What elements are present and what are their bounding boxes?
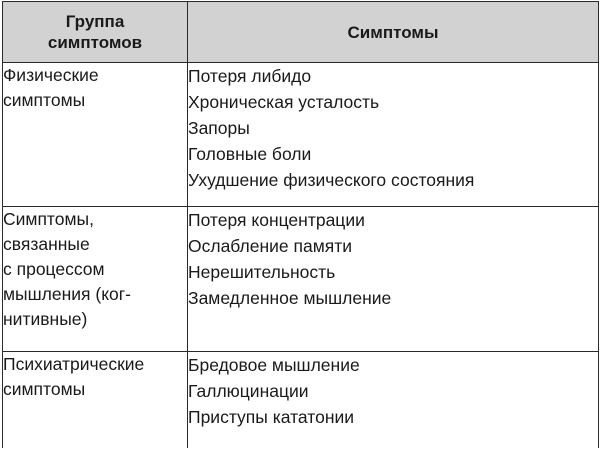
symptom-item: Галлюцинации: [188, 381, 309, 401]
group-line: Психиатрические: [3, 354, 145, 374]
group-line: связанные: [3, 234, 90, 254]
header-group: [3, 2, 188, 63]
symptom-item: Замедленное мышление: [188, 288, 392, 308]
symptom-item: Потеря либидо: [188, 66, 312, 86]
group-line: нитивные): [3, 309, 88, 329]
group-line: симптомы: [3, 379, 86, 399]
header-group-line-1: Группа: [65, 12, 125, 31]
table-header-row: [3, 2, 599, 63]
group-cell: [3, 63, 188, 207]
symptom-item: Головные боли: [188, 144, 312, 164]
symptom-list: [188, 63, 599, 207]
symptom-item: Хроническая усталость: [188, 92, 380, 112]
header-symptoms: Симптомы: [188, 2, 599, 63]
group-cell: [3, 207, 188, 352]
symptom-list: [188, 352, 599, 449]
group-line: Симптомы,: [3, 209, 94, 229]
group-line: Физические: [3, 65, 99, 85]
symptom-item: Ослабление памяти: [188, 236, 353, 256]
group-line: симптомы: [3, 90, 86, 110]
group-line: мышления (ког-: [3, 284, 131, 304]
symptom-item: Ухудшение физического состояния: [188, 170, 475, 190]
table-row: [3, 207, 599, 352]
symptom-item: Приступы кататонии: [188, 407, 355, 427]
table-row: [3, 63, 599, 207]
symptom-item: Потеря концентрации: [188, 210, 365, 230]
group-line: с процессом: [3, 259, 105, 279]
symptoms-table: [2, 1, 599, 448]
symptom-item: Запоры: [188, 118, 250, 138]
symptom-list: [188, 207, 599, 352]
header-group-line-2: симптомов: [47, 33, 143, 52]
symptom-item: Нерешительность: [188, 262, 336, 282]
table-row: [3, 352, 599, 449]
group-cell: [3, 352, 188, 449]
symptom-item: Бредовое мышление: [188, 355, 360, 375]
